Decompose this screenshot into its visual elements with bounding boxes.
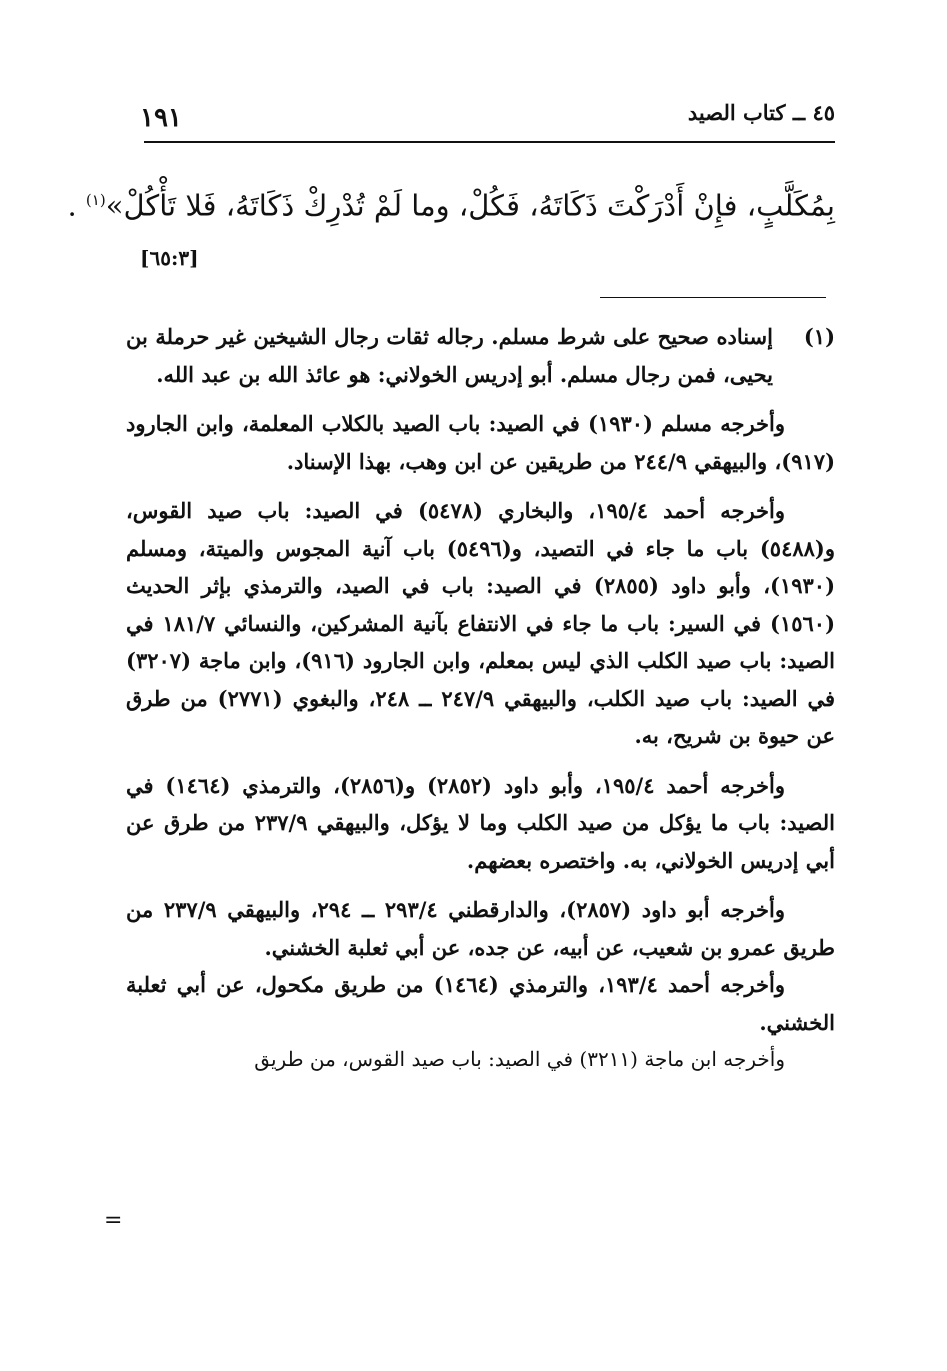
chapter-title: ٤٥ ــ كتاب الصيد	[687, 100, 835, 125]
footnote-paragraph: وأخرجه أحمد ١٩٥/٤، والبخاري (٥٤٧٨) في الصيد: باب صيد القوس، و(٥٤٨٨) باب ما جاء في التصيد، و(٥٤٩٦) باب آنية المجوس والميتة، ومسلم (١٩٣٠)، وأبو داود (٢٨٥٥) في الصيد: باب في الصيد، والترمذي بإثر الحديث (١٥٦٠) في السير: باب ما جاء في الانتفاع بآنية المشركين، والنسائي ١٨١/٧ في الصيد: باب صيد الكلب الذي ليس بمعلم، وابن الجارود (٩١٦)، وابن ماجة (٣٢٠٧) في الصيد: باب صيد الكلب، والبيهقي ٢٤٧/٩ ــ ٢٤٨، والبغوي (٢٧٧١) من طرق عن حيوة بن شريح، به.	[126, 498, 835, 748]
footnote-text: إسناده صحيح على شرط مسلم. رجاله ثقات رجال الشيخين غير حرملة بن يحيى، فمن رجال مسلم. أبو إدريس الخولاني: هو عائذ الله بن عبد الله.	[126, 324, 773, 387]
footnote-paragraph: وأخرجه ابن ماجة (٣٢١١) في الصيد: باب صيد القوس، من طريق	[254, 1047, 785, 1071]
footnote-marker: (١)	[803, 324, 835, 349]
hadith-reference: [٦٥:٣]	[140, 246, 199, 270]
hadith-body: بِمُكَلَّبٍ، فإِنْ أَدْرَكْتَ ذَكَاتَهُ، فَكُلْ، وما لَمْ تُدْرِكْ ذَكَاتَهُ، فَلا تَأْكُلْ»	[105, 188, 835, 223]
header-divider	[144, 141, 835, 143]
footnote-paragraph: وأخرجه أحمد ١٩٣/٤، والترمذي (١٤٦٤) من طريق مكحول، عن أبي ثعلبة الخشني.	[126, 972, 835, 1035]
footnote-divider	[600, 297, 826, 298]
footnote-paragraph: وأخرجه أحمد ١٩٥/٤، وأبو داود (٢٨٥٢) و(٢٨٥٦)، والترمذي (١٤٦٤) في الصيد: باب ما يؤكل من صيد الكلب وما لا يؤكل، والبيهقي ٢٣٧/٩ من طرق عن أبي إدريس الخولاني، به. واختصره بعضهم.	[126, 772, 835, 873]
continuation-mark: =	[104, 1208, 123, 1233]
hadith-text	[67, 172, 835, 234]
footnote-paragraph: وأخرجه مسلم (١٩٣٠) في الصيد: باب الصيد بالكلاب المعلمة، وابن الجارود (٩١٧)، والبيهقي ٢٤٤/٩ من طريقين عن ابن وهب، بهذا الإسناد.	[126, 411, 835, 474]
hadith-end: .	[67, 188, 77, 223]
page-number: ١٩١	[140, 103, 182, 133]
footnotes-section	[126, 318, 835, 1079]
footnote-reference: (١)	[85, 191, 106, 209]
footnote-paragraph	[126, 318, 835, 393]
footnote-paragraph: وأخرجه أبو داود (٢٨٥٧)، والدارقطني ٢٩٣/٤ ــ ٢٩٤، والبيهقي ٢٣٧/٩ من طريق عمرو بن شعيب، عن أبيه، عن جده، عن أبي ثعلبة الخشني.	[126, 897, 835, 960]
